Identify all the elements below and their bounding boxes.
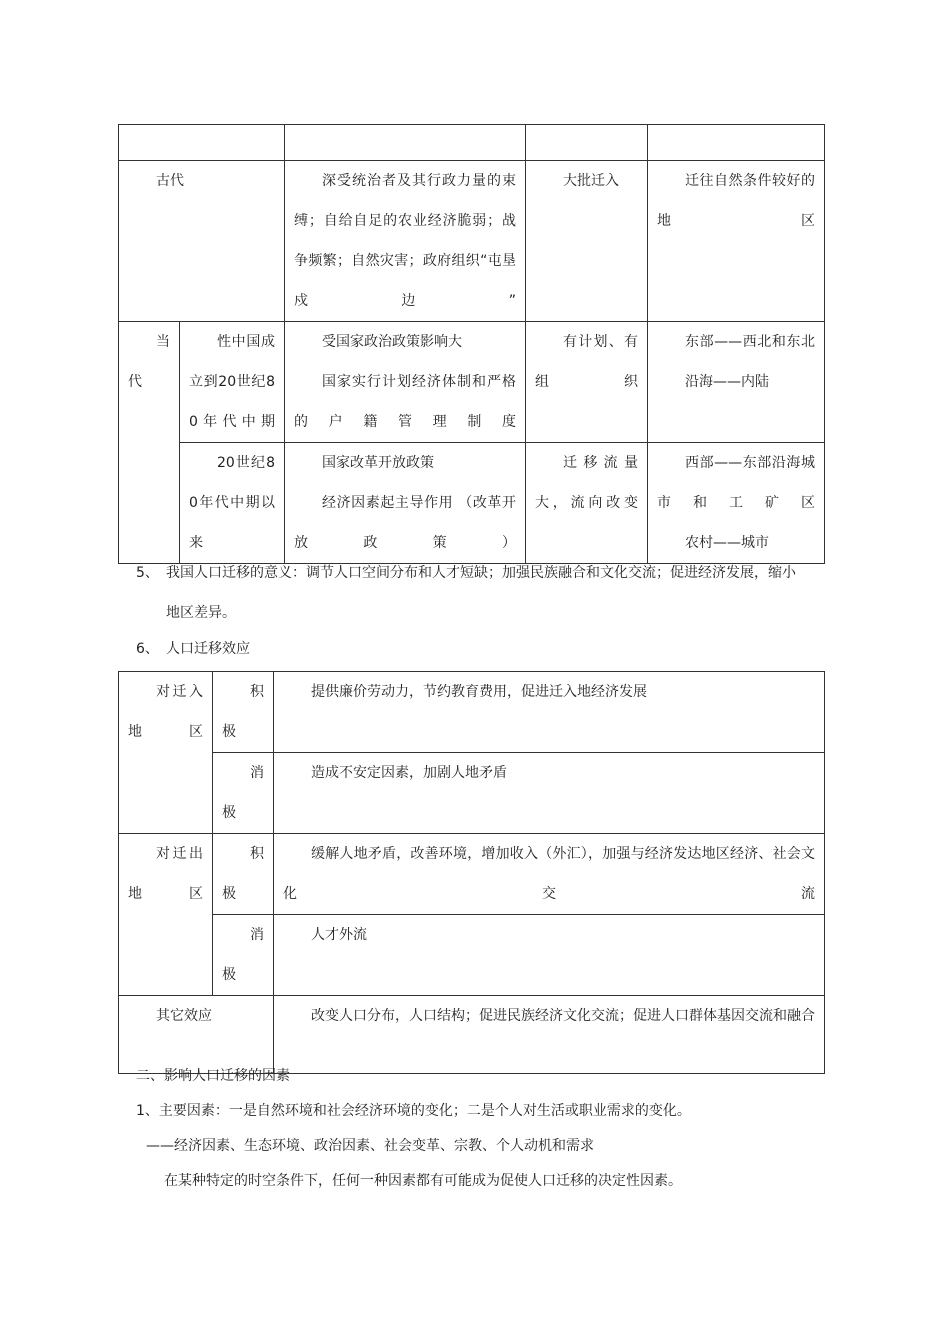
item-5-text: 我国人口迁移的意义：调节人口空间分布和人才短缺；加强民族融合和文化交流；促进经济发展，缩小 xyxy=(166,565,796,581)
feature-cell: 有计划、有组织 xyxy=(526,322,648,443)
direction-cell xyxy=(648,322,825,443)
section-2-line: 1、主要因素：一是自然环境和社会经济环境的变化；二是个人对生活或职业需求的变化。 xyxy=(136,1103,691,1119)
migration-history-table xyxy=(118,124,825,564)
effect-cell: 缓解人地矛盾，改善环境，增加收入（外汇），加强与经济发达地区经济、社会文化交流 xyxy=(274,834,825,915)
cause-line: 受国家政治政策影响大 xyxy=(322,334,462,350)
cause-cell xyxy=(285,443,526,564)
period-cell: 性中国成立到20世纪80年代中期 xyxy=(180,322,285,443)
table-row xyxy=(119,753,825,834)
table-row xyxy=(119,996,825,1074)
cause-line: 经济因素起主导作用 （改革开放政策） xyxy=(294,495,516,551)
other-effect-label: 其它效应 xyxy=(119,996,274,1074)
effect-type-cell: 消极 xyxy=(213,753,274,834)
period-cell: 20世纪80年代中期以来 xyxy=(180,443,285,564)
table-cell xyxy=(119,125,285,161)
effect-cell: 造成不安定因素，加剧人地矛盾 xyxy=(274,753,825,834)
table-row xyxy=(119,322,825,443)
cause-cell xyxy=(285,322,526,443)
cause-line: 国家改革开放政策 xyxy=(322,455,434,471)
item-6-title: 人口迁移效应 xyxy=(166,641,250,657)
migration-effects-table xyxy=(118,671,825,1074)
direction-line: 东部——西北和东北 xyxy=(685,334,815,350)
direction-line: 西部——东部沿海城市和工矿区 xyxy=(657,455,815,511)
table-row xyxy=(119,161,825,322)
cause-line: 国家实行计划经济体制和严格的户籍管理制度 xyxy=(294,374,516,430)
direction-cell: 迁往自然条件较好的地区 xyxy=(648,161,825,322)
table-cell xyxy=(648,125,825,161)
effect-type-cell: 积极 xyxy=(213,672,274,753)
section-2-line: ——经济因素、生态环境、政治因素、社会变革、宗教、个人动机和需求 xyxy=(146,1138,594,1154)
table-row xyxy=(119,443,825,564)
direction-line: 农村——城市 xyxy=(685,535,769,551)
direction-cell xyxy=(648,443,825,564)
section-2-line: 在某种特定的时空条件下，任何一种因素都有可能成为促使人口迁移的决定性因素。 xyxy=(164,1173,682,1189)
table-header-row xyxy=(119,125,825,161)
item-6-number: 6、 xyxy=(136,641,159,657)
effect-cell: 提供廉价劳动力，节约教育费用，促进迁入地经济发展 xyxy=(274,672,825,753)
cause-cell: 深受统治者及其行政力量的束缚；自给自足的农业经济脆弱；战争频繁；自然灾害；政府组织“屯垦戍边” xyxy=(285,161,526,322)
item-5-number: 5、 xyxy=(136,565,159,581)
effect-cell: 改变人口分布，人口结构；促进民族经济文化交流；促进人口群体基因交流和融合 xyxy=(274,996,825,1074)
feature-cell: 大批迁入 xyxy=(526,161,648,322)
table-cell xyxy=(526,125,648,161)
feature-cell: 迁移流量大，流向改变 xyxy=(526,443,648,564)
table-row xyxy=(119,672,825,753)
effect-type-cell: 积极 xyxy=(213,834,274,915)
contemporary-label: 当代 xyxy=(119,322,180,564)
table-cell xyxy=(285,125,526,161)
table-row xyxy=(119,915,825,996)
table-row xyxy=(119,834,825,915)
direction-line: 沿海——内陆 xyxy=(685,374,769,390)
area-cell: 对迁入地区 xyxy=(119,672,213,834)
effect-type-cell: 消极 xyxy=(213,915,274,996)
effect-cell: 人才外流 xyxy=(274,915,825,996)
item-5-text-cont: 地区差异。 xyxy=(166,605,236,621)
period-cell: 古代 xyxy=(119,161,285,322)
section-2-heading: 二、影响人口迁移的因素 xyxy=(136,1068,290,1084)
area-cell: 对迁出地区 xyxy=(119,834,213,996)
